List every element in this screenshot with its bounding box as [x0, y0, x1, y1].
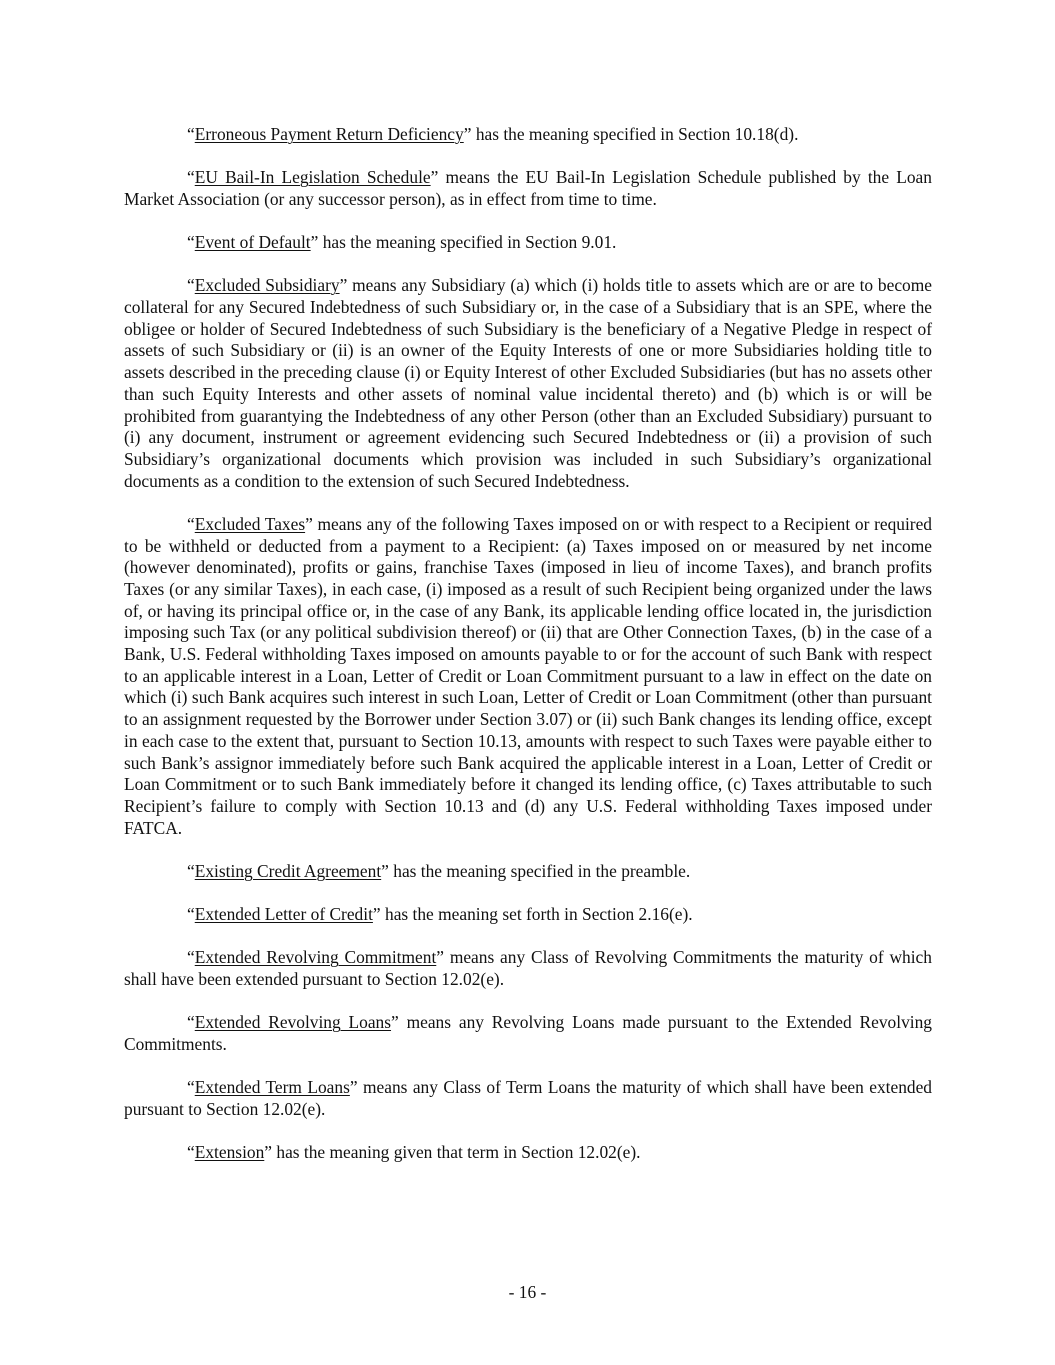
definition-text: has the meaning specified in the preamble. — [393, 860, 691, 881]
defined-term: EU Bail-In Legislation Schedule — [194, 167, 431, 188]
definition-text: has the meaning specified in Section 9.01. — [322, 232, 617, 253]
document-page — [124, 124, 932, 1185]
page-number: - 16 - — [508, 1282, 547, 1302]
definition-paragraph: “Existing Credit Agreement” has the meaning specified in the preamble. — [187, 860, 691, 881]
defined-term: Existing Credit Agreement — [194, 860, 382, 881]
defined-term: Extended Revolving Commitment — [194, 947, 437, 968]
definition-paragraph: “Extended Letter of Credit” has the meaning set forth in Section 2.16(e). — [187, 904, 693, 925]
definition-paragraph: “Erroneous Payment Return Deficiency” has the meaning specified in Section 10.18(d). — [187, 124, 799, 144]
defined-term: Extended Term Loans — [194, 1077, 350, 1098]
definition-paragraph: “Extended Revolving Commitment” means any Class of Revolving Commitments the maturity of which shall have been extended pursuant to Section 12.02(e). — [124, 947, 932, 989]
defined-term: Excluded Subsidiary — [194, 275, 340, 296]
definition-paragraph: “Excluded Taxes” means any of the following Taxes imposed on or with respect to a Recipient or required to be withheld or deducted from a payment to a Recipient: (a) Taxes imposed on or measured by net income (however denominated), profits or gains, franchise Taxes (imposed in lieu of income Taxes), and branch profits Taxes (or any similar Taxes), in each case, (i) imposed as a result of such Recipient being organized under the laws of, or having its principal office or, in the case of any Bank, its applicable lending office located in, the jurisdiction imposing such Tax (or any political subdivision thereof) or (ii) that are Other Connection Taxes, (b) in the case of a Bank, U.S. Federal withholding Taxes imposed on amounts payable to or for the account of such Bank with respect to an applicable interest in a Loan, Letter of Credit or Loan Commitment pursuant to a law in effect on the date on which (i) such Bank acquires such interest in such Loan, Letter of Credit or Loan Commitment (other than pursuant to an assignment requested by the Borrower under Section 3.07) or (ii) such Bank changes its lending office, except in each case to the extent that, pursuant to Section 10.13, amounts with respect to such Taxes were payable either to such Bank’s assignor immediately before such Bank acquired the applicable interest in a Loan, Letter of Credit or Loan Commitment or to such Bank immediately before it changed its lending office, (c) Taxes attributable to such Recipient’s failure to comply with Section 10.13 and (d) any U.S. Federal withholding Taxes imposed under FATCA. — [124, 513, 933, 838]
defined-term: Excluded Taxes — [194, 513, 306, 534]
definition-paragraph: “Extended Revolving Loans” means any Revolving Loans made pursuant to the Extended Revolving Commitments. — [124, 1012, 932, 1054]
definition-text: has the meaning given that term in Section 12.02(e). — [276, 1142, 641, 1163]
defined-term: Event of Default — [194, 232, 311, 253]
definition-paragraph: “EU Bail-In Legislation Schedule” means the EU Bail-In Legislation Schedule published by the Loan Market Association (or any successor person), as in effect from time to time. — [124, 167, 932, 209]
definition-paragraph: “Excluded Subsidiary” means any Subsidiary (a) which (i) holds title to assets which are or are to become collateral for any Secured Indebtedness of such Subsidiary or, in the case of a Subsidiary that is an SPE, where the obligee or holder of Secured Indebtedness of such Subsidiary is the beneficiary of a Negative Pledge in respect of assets of such Subsidiary or (ii) is an owner of the Equity Interests of one or more Subsidiaries holding title to assets described in the preceding clause (i) or Equity Interest of other Excluded Subsidiaries (but has no assets other than such Equity Interests and other assets of nominal value incidental thereto) and (b) which is or will be prohibited from guarantying the Indebtedness of any other Person (other than an Excluded Subsidiary) pursuant to (i) any document, instrument or agreement evidencing such Secured Indebtedness or (ii) a provision of such Subsidiary’s organizational documents which provision was included in such Subsidiary’s organizational documents as a condition to the extension of such Secured Indebtedness. — [124, 275, 932, 491]
definition-paragraph: “Extension” has the meaning given that term in Section 12.02(e). — [187, 1142, 641, 1163]
definition-text: has the meaning set forth in Section 2.16(e). — [385, 904, 693, 925]
definition-text: means any Revolving Loans made pursuant to the Extended Revolving Commitments. — [124, 1012, 932, 1054]
definition-text: means any of the following Taxes imposed on or with respect to a Recipient or required to be withheld or deducted from a payment to a Recipient: (a) Taxes imposed on or measured by net income (however denominated), profits or gains, franchise Taxes (imposed in lieu of income Taxes), and branch profits Taxes (or any similar Taxes), in each case, (i) imposed as a result of such Recipient being organized under the laws of, or having its principal office or, in the case of any Bank, its applicable lending office located in, the jurisdiction imposing such Tax (or any political subdivision thereof) or (ii) that are Other Connection Taxes, (b) in the case of a Bank, U.S. Federal withholding Taxes imposed on amounts payable to or for the account of such Bank with respect to an applicable interest in a Loan, Letter of Credit or Loan Commitment pursuant to a law in effect on the date on which (i) such Bank acquires such interest in such Loan, Letter of Credit or Loan Commitment (other than pursuant to an assignment requested by the Borrower under Section 3.07) or (ii) such Bank changes its lending office, except in each case to the extent that, pursuant to Section 10.13, amounts with respect to such Taxes were payable either to such Bank’s assignor immediately before such Bank acquired the applicable interest in a Loan, Letter of Credit or Loan Commitment or to such Bank immediately before it changed its lending office, (c) Taxes attributable to such Recipient’s failure to comply with Section 10.13 and (d) any U.S. Federal withholding Taxes imposed under FATCA. — [124, 513, 933, 838]
defined-term: Extension — [194, 1142, 265, 1163]
definition-text: has the meaning specified in Section 10.18(d). — [475, 124, 799, 144]
definition-text: means any Class of Revolving Commitments the maturity of which shall have been extended pursuant to Section 12.02(e). — [124, 947, 932, 989]
defined-term: Extended Revolving Loans — [194, 1012, 392, 1033]
definition-text: means any Class of Term Loans the maturity of which shall have been extended pursuant to Section 12.02(e). — [124, 1077, 932, 1119]
definition-text: means the EU Bail-In Legislation Schedule published by the Loan Market Association (or any successor person), as in effect from time to time. — [124, 167, 932, 209]
defined-term: Erroneous Payment Return Deficiency — [194, 124, 464, 144]
definition-paragraph: “Extended Term Loans” means any Class of Term Loans the maturity of which shall have been extended pursuant to Section 12.02(e). — [124, 1077, 932, 1119]
definition-text: means any Subsidiary (a) which (i) holds title to assets which are or are to become collateral for any Secured Indebtedness of such Subsidiary or, in the case of a Subsidiary that is an SPE, where the obligee or holder of Secured Indebtedness of such Subsidiary is the beneficiary of a Negative Pledge in respect of assets of such Subsidiary or (ii) is an owner of the Equity Interests of one or more Subsidiaries holding title to assets described in the preceding clause (i) or Equity Interest of other Excluded Subsidiaries (but has no assets other than such Equity Interests and other assets of nominal value incidental thereto) and (b) which is or will be prohibited from guarantying the Indebtedness of any other Person (other than an Excluded Subsidiary) pursuant to (i) any document, instrument or agreement evidencing such Secured Indebtedness or (ii) a provision of such Subsidiary’s organizational documents which provision was included in such Subsidiary’s organizational documents as a condition to the extension of such Secured Indebtedness. — [124, 275, 932, 491]
defined-term: Extended Letter of Credit — [194, 904, 373, 925]
definition-paragraph: “Event of Default” has the meaning specified in Section 9.01. — [187, 232, 617, 253]
